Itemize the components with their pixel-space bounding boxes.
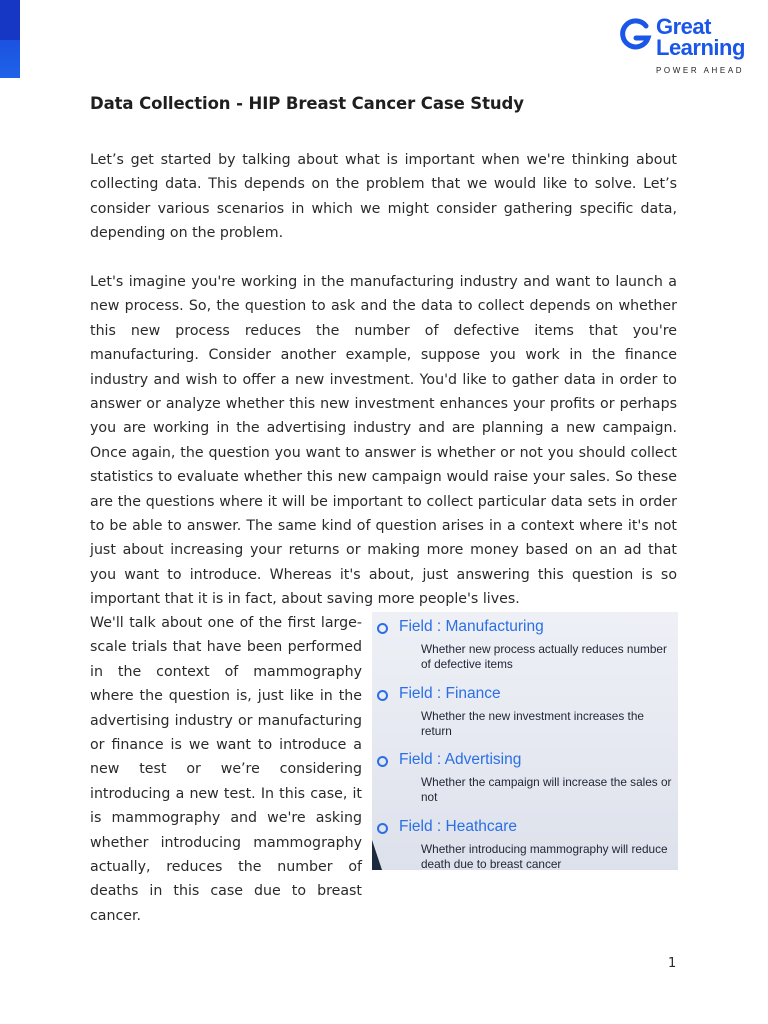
- paragraph-mammography: We'll talk about one of the first large-scale trials that have been performed in the context of mammography where the question is, just like in the advertising industry or manufacturing or finance is we want to introduce a new test or we’re considering introducing a new test. In this case, it is mammography and we're asking whether introducing mammography actually, reduces the number of deaths in this case due to breast cancer.: [90, 615, 362, 924]
- great-learning-logo: [620, 14, 760, 78]
- field-description: Whether introducing mammography will reduce death due to breast cancer: [421, 842, 668, 870]
- bullet-ring-icon: [377, 823, 388, 834]
- field-title: Field : Finance: [399, 685, 501, 702]
- logo-g-icon: [620, 18, 652, 52]
- field-title: Field : Heathcare: [399, 818, 518, 835]
- document-title: Data Collection - HIP Breast Cancer Case Study: [90, 94, 524, 113]
- logo-word-great: Great: [656, 14, 711, 39]
- field-description: Whether the campaign will increase the sales or not: [421, 775, 672, 804]
- figure-corner-shape: [372, 840, 382, 870]
- paragraph-examples: Let's imagine you're working in the manufacturing industry and want to launch a new process. So, the question to ask and the data to collect depends on whether this new process reduces the number of defective items that you're manufacturing. Consider another example, suppose you work in the finance industry and wish to offer a new investment. You'd like to gather data in order to answer or analyze whether this new investment enhances your profits or perhaps you are working in the advertising industry and are planning a new campaign. Once again, the question you want to answer is whether or not you should collect statistics to evaluate whether this new campaign would raise your sales. So these are the questions where it will be important to collect particular data sets in order to be able to answer. The same kind of question arises in a context where it's not just about increasing your returns or making more money based on an ad that you want to introduce. Whereas it's about, just answering this question is so important that it is in fact, about saving more people's lives.: [90, 274, 677, 608]
- page-number: 1: [668, 956, 677, 971]
- paragraph-intro: Let’s get started by talking about what is important when we're thinking about collecting data. This depends on the problem that we would like to solve. Let’s consider various scenarios in which we might consider gathering specific data, depending on the problem.: [90, 152, 677, 242]
- logo-tagline: POWER AHEAD: [656, 66, 745, 75]
- bullet-ring-icon: [377, 756, 388, 767]
- fields-figure: [372, 612, 678, 870]
- field-description: Whether the new investment increases the return: [421, 709, 644, 738]
- field-title: Field : Manufacturing: [399, 618, 544, 635]
- field-description: Whether new process actually reduces number of defective items: [421, 642, 667, 671]
- bullet-ring-icon: [377, 623, 388, 634]
- logo-word-learning: Learning: [656, 35, 745, 60]
- page-corner-accent: [0, 0, 20, 78]
- bullet-ring-icon: [377, 690, 388, 701]
- field-title: Field : Advertising: [399, 751, 522, 768]
